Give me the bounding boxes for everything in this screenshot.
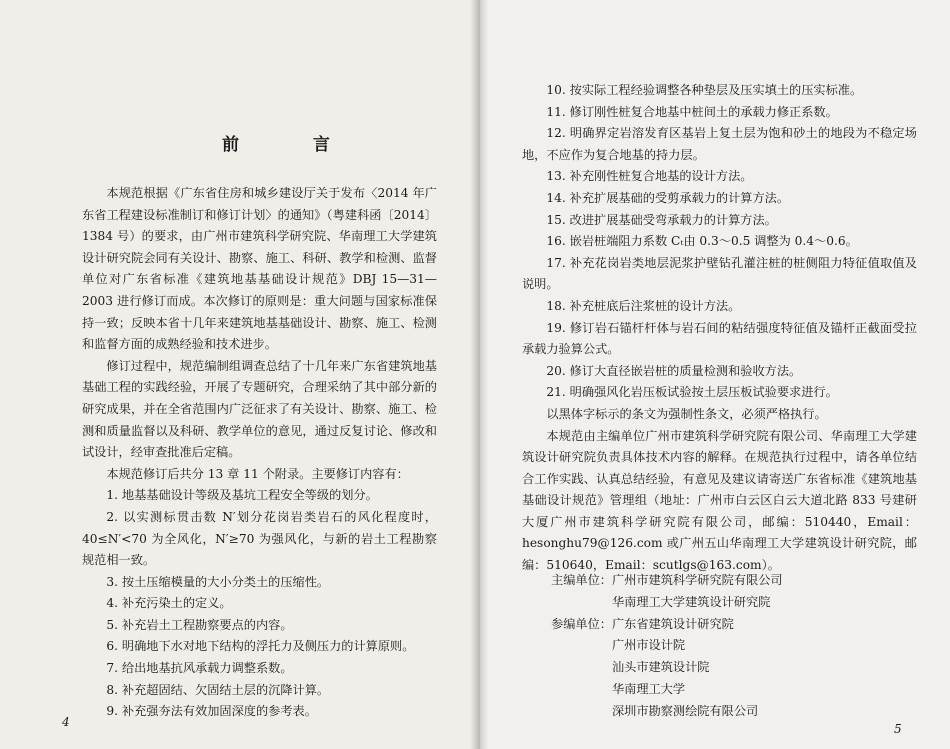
chief-editor-label: 主编单位： — [551, 573, 612, 587]
book-gutter — [470, 0, 488, 749]
revision-item: 2. 以实测标贯击数 N′划分花岗岩类岩石的风化程度时，40≤N′<70 为全风化，N′≥70 为强风化，与新的岩土工程勘察规范相一致。 — [82, 509, 437, 568]
participant-label: 参编单位： — [551, 616, 612, 631]
intro-paragraph: 本规范修订后共分 13 章 11 个附录。主要修订内容有： — [106, 466, 409, 481]
participant-unit: 华南理工大学 — [612, 681, 686, 696]
chief-editor-row — [540, 570, 783, 614]
intro-paragraph: 修订过程中，规范编制组调查总结了十几年来广东省建筑地基基础工程的实践经验，开展了专题研究，合理采纳了其中部分新的研究成果，并在全省范围内广泛征求了有关设计、勘察、施工、检测和质量监督以及科研、教学单位的意见，通过反复讨论、修改和试设计，经审查批准后定稿。 — [82, 358, 437, 460]
participant-unit: 汕头市建筑设计院 — [612, 660, 710, 675]
revision-item: 5. 补充岩土工程勘察要点的内容。 — [106, 617, 293, 632]
revision-item: 15. 改进扩展基础受弯承载力的计算方法。 — [546, 212, 777, 227]
revision-item: 4. 补充污染土的定义。 — [106, 596, 232, 611]
revision-item: 20. 修订大直径嵌岩桩的质量检测和验收方法。 — [546, 363, 802, 378]
revision-item: 14. 补充扩展基础的受剪承载力的计算方法。 — [546, 190, 790, 205]
left-page-body — [82, 183, 437, 723]
intro-paragraph: 本规范根据《广东省住房和城乡建设厅关于发布〈2014 年广东省工程建设标准制订和修订计划〉的通知》（粤建科函〔2014〕1384 号）的要求，由广州市建筑科学研究院、华南理工大学建筑设计研究院会同有关设计、勘察、施工、科研、教学和检测、监督单位对广东省标准《建筑地基基础设计规范》DBJ 15—31—2003 进行修订而成。本次修订的原则是：重大问题与国家标准保持一致；反映本省十几年来建筑地基基础设计、勘察、施工、检测和监督方面的成熟经验和技术进步。 — [82, 186, 437, 352]
chief-editor-list — [612, 570, 783, 614]
right-page-body — [522, 80, 917, 577]
revision-item: 1. 地基基础设计等级及基坑工程安全等级的划分。 — [106, 488, 378, 503]
revision-item: 9. 补充强夯法有效加固深度的参考表。 — [106, 704, 317, 719]
page-number-left: 4 — [62, 715, 70, 729]
revision-item: 6. 明确地下水对地下结构的浮托力及侧压力的计算原则。 — [106, 639, 415, 654]
credits-block — [540, 570, 783, 723]
revision-item: 13. 补充刚性桩复合地基的设计方法。 — [546, 169, 753, 184]
revision-item: 10. 按实际工程经验调整各种垫层及压实填土的压实标准。 — [546, 83, 863, 97]
revision-item: 17. 补充花岗岩类地层泥浆护壁钻孔灌注桩的桩侧阻力特征值取值及说明。 — [522, 255, 917, 292]
chief-editor-unit: 华南理工大学建筑设计研究院 — [612, 594, 771, 609]
revision-item: 12. 明确界定岩溶发育区基岩上复土层为饱和砂土的地段为不稳定场地，不应作为复合地基的持力层。 — [522, 126, 917, 162]
chief-editor-unit: 广州市建筑科学研究院有限公司 — [612, 573, 783, 587]
revision-item: 16. 嵌岩桩端阻力系数 Cₜ由 0.3～0.5 调整为 0.4～0.6。 — [546, 234, 858, 249]
participant-unit: 广州市设计院 — [612, 638, 686, 653]
participant-row — [540, 614, 783, 723]
revision-item: 3. 按土压缩模量的大小分类土的压缩性。 — [106, 574, 330, 589]
participant-unit: 广东省建筑设计研究院 — [612, 616, 734, 631]
revision-item: 19. 修订岩石锚杆杆体与岩石间的粘结强度特征值及锚杆正截面受拉承载力验算公式。 — [522, 320, 917, 357]
revision-item: 11. 修订刚性桩复合地基中桩间土的承载力修正系数。 — [546, 104, 838, 119]
page-number-right: 5 — [894, 722, 902, 736]
mandatory-note: 以黑体字标示的条文为强制性条文，必须严格执行。 — [546, 406, 827, 421]
revision-item: 7. 给出地基抗风承载力调整系数。 — [106, 661, 293, 676]
revision-item: 21. 明确强风化岩压板试验按土层压板试验要求进行。 — [546, 385, 838, 400]
participant-list — [612, 614, 758, 723]
contact-paragraph: 本规范由主编单位广州市建筑科学研究院有限公司、华南理工大学建筑设计研究院负责具体技术内容的解释。在规范执行过程中，请各单位结合工作实践、认真总结经验，有意见及建议请寄送广东省标准《建筑地基基础设计规范》管理组（地址：广州市白云区白云大道北路 833 号建研大厦广州市建筑科学研究院有限公司，邮编：510440，Email：hesonghu79@126.com 或广州五山华南理工大学建筑设计研究院，邮编：510640，Email：scutlgs@163.com）。 — [522, 428, 917, 573]
preface-title: 前 言 — [222, 135, 364, 155]
right-page — [478, 0, 950, 749]
participant-unit: 深圳市勘察测绘院有限公司 — [612, 703, 759, 718]
revision-item: 8. 补充超固结、欠固结土层的沉降计算。 — [106, 682, 330, 697]
revision-item: 18. 补充桩底后注浆桩的设计方法。 — [546, 298, 741, 313]
